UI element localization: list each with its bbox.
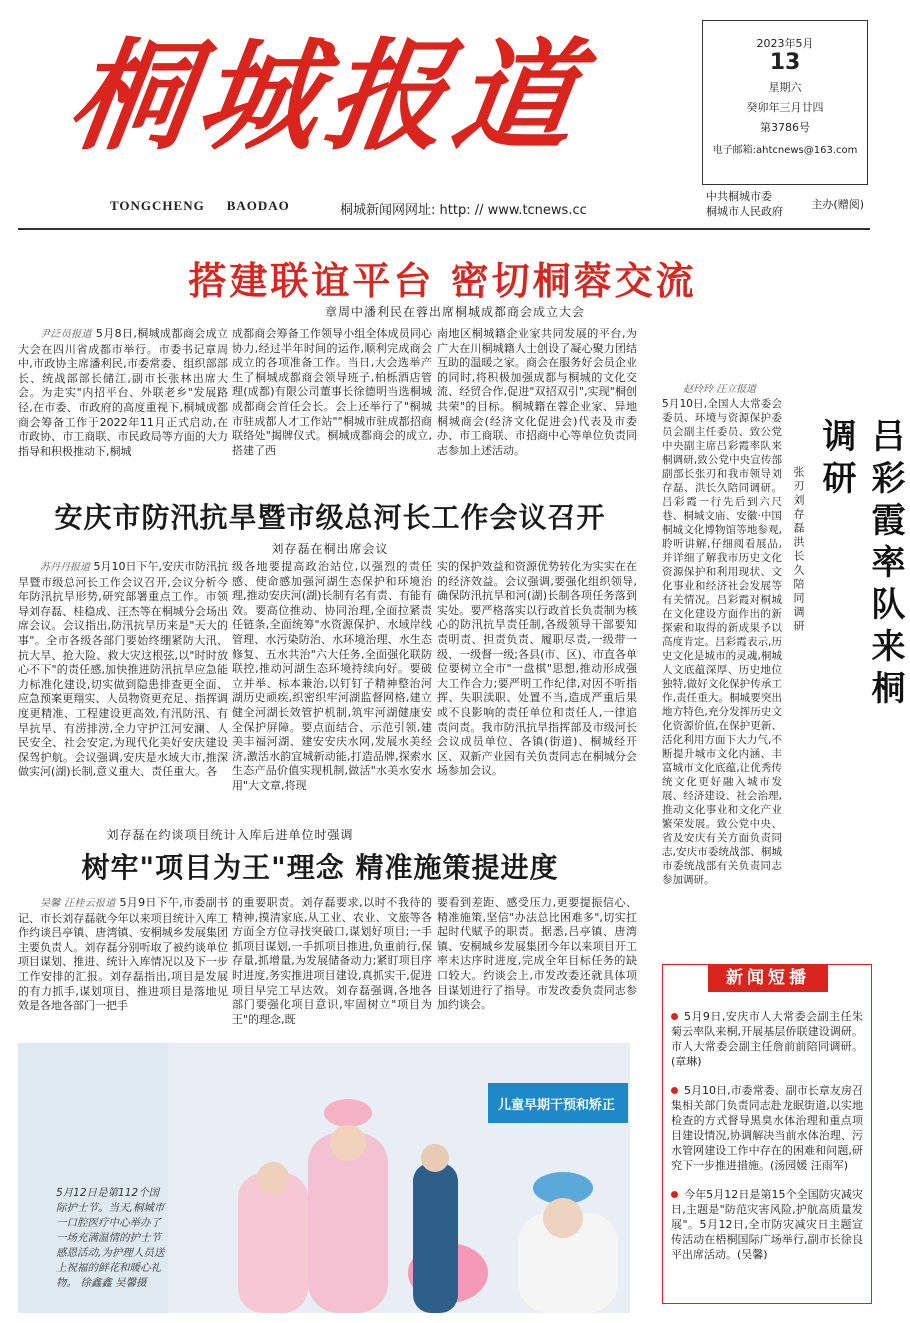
bullet-icon [671,1013,678,1020]
story4-subhead: 张刃刘存磊洪长久陪同调研 [792,466,805,634]
sponsor: 中共桐城市委 桐城市人民政府 主办(赠阅) [706,190,864,218]
story3-headline[interactable]: 树牢"项目为王"理念 精准施策提进度 [81,851,559,884]
story2-col3: 实的保护效益和资源优势转化为实实在在的经济效益。会议强调,要强化组织领导,确保防汛抗旱和河(湖)长制各项任务落到实处。要严格落实以行政首长负责制为核心的防汛抗旱责任制,各级领导干部要知责明责、担责负责、履职尽责,一级带一级、一级督一级;各县(市、区)、市直各单位要树立全市"一盘棋"思想,推动形成强大工作合力;要严明工作纪律,对因不听指挥、失职渎职、处置不当,造成严重后果或不良影响的责任单位和责任人,一律追责问责。我市防汛抗旱指挥部及市级河长会议成员单位、各镇(街道)、桐城经开区、双新产业园有关负责同志在桐城分会场参加会议。 [437,560,637,778]
bullet-icon [671,1191,678,1198]
story1-col1: 尹泛员报道 5月8日,桐城成都商会成立大会在四川省成都市举行。市委书记章周中,市政协主席潘利民,市委常委、组织部部长、统战部部长储江,副市长张林出席大会。为走实"内招平台、外联老乡"发展路径,在市委、市政府的高度重视下,桐城成都商会筹备工作于2022年11月正式启动,在市政协、市工商联、市民政局等方面的大力指导和积极推动下,桐城 [18,327,229,458]
news-photo[interactable] [18,1043,630,1313]
website-url[interactable]: 桐城新闻网网址: http: // www.tcnews.cc [340,203,587,218]
masthead-rule [18,228,870,230]
news-briefs-box [662,964,872,1304]
issue-email[interactable]: 电子邮箱:ahtcnews@163.com [712,145,858,156]
story3-col2: 的重要职责。刘存磊要求,以时不我待的精神,摸清家底,从工业、农业、文旅等各方面全方位寻找突破口,谋划好项目;一手抓项目谋划,一手抓项目推进,负重前行,保存量,抓增量,为发展储备动力;紧盯项目序时进度,务实推进项目建设,真抓实干,促进项目早完工早达效。刘存磊强调,各地各部门要强化项目意识,牢固树立"项目为王"的理念,既 [232,896,432,1026]
story2-col1: 苏丹丹报道 5月10日下午,安庆市防汛抗旱暨市级总河长工作会议召开,会议分析今年防汛抗旱形势,研究部署重点工作。市领导刘存磊、桂稳成、汪杰等在桐城分会场出席会议。会议指出,防汛抗旱历来是"天大的事"。全市各级各部门要始终绷紧防大汛、抗大旱、抢大险、救大灾这根弦,以"时时放心不下"的责任感,加快推进防汛抗旱应急能力标准化建设,切实做到隐患排查更全面、应急预案更翔实、人员物资更充足、指挥调度更精准、工程建设更高效,有汛防汛、有旱抗旱、有涝排涝,全力守护江河安澜、人民安全、社会安定,为现代化美好安庆建设保驾护航。会议强调,安庆是水域大市,推深做实河(湖)长制,意义重大、责任重大。各 [18,560,228,779]
masthead-title: 桐城报道 [60,26,593,167]
brief-item[interactable]: 5月10日,市委常委、副市长章友房召集相关部门负责同志赴龙眠街道,以实地检查的方式督导黑臭水体治理和重点项目建设情况,协调解决当前水体治理、污水管网建设工作中存在的困难和问题,研究下一步推进措施。(汤园媛 汪雨军) [671,1084,863,1172]
story3-col3: 要看到差距、感受压力,更要提振信心、精准施策,坚信"办法总比困难多",切实扛起时代赋予的职责。据悉,吕亭镇、唐湾镇、安桐城乡发展集团今年以来项目开工率未达序时进度,完成全年目标任务的缺口较大。约谈会上,市发改委还就具体项目谋划进行了指导。市发改委负责同志参加约谈会。 [437,896,637,1012]
story2-col2: 级各地要提高政治站位,以强烈的责任感、使命感加强河湖生态保护和环境治理,推动安庆河(湖)长制有名有责、有能有效。要高位推动、协同治理,全面拉紧责任链条,全面统筹"水资源保护、水域岸线管理、水污染防治、水环境治理、水生态修复、五水共治"六大任务,全面强化联防联控,推动河湖生态环境持续向好。要破立并举、标本兼治,以钉钉子精神整治河湖历史顽疾,织密织牢河湖监督网格,建立健全河湖长效管护机制,筑牢河湖健康安全保护屏障。要点面结合、示范引领,建美丰福河湖、建安安庆水网,发展水美经济,激活水韵宜城新动能,打造品牌,探索水生态产品价值实现机制,做活"水美水安水用"大文章,将现 [232,560,432,792]
story4-body: 赵玲玲 汪立报道 5月10日,全国人大常委会委员、环境与资源保护委员会副主任委员、致公党中央副主席吕彩霞率队来桐调研,致公党中央宣传部副部长张刃和我市领导刘存磊、洪长久陪同调研。吕彩霞一行先后到六尺巷、桐城文庙、安徽·中国桐城文化博物馆等地参观,聆听讲解,仔细阅看展品,并详细了解我市历史文化资源保护和利用现状、文化事业和经济社会发展等有关情况。吕彩霞对桐城在文化建设方面作出的新探索和取得的新成果予以高度肯定。吕彩霞表示,历史文化是城市的灵魂,桐城人文底蕴深厚、历史地位独特,做好文化保护传承工作,责任重大。桐城要突出地方特色,充分发挥历史文化资源价值,在保护更新、活化利用方面下大力气,不断提升城市文化内涵、丰富城市文化底蕴,让优秀传统文化更好融入城市发展、经济建设、社会治理,推动文化事业和文化产业繁荣发展。致公党中央、省及安庆有关方面负责同志,安庆市委统战部、桐城市委统战部有关负责同志参加调研。 [662,384,782,886]
issue-date: 2023年5月 [756,37,814,50]
story2-headline[interactable]: 安庆市防汛抗旱暨市级总河长工作会议召开 [54,501,606,534]
masthead-pinyin: TONGCHENG BAODAO [110,198,290,213]
story2-subhead: 刘存磊在桐出席会议 [271,542,389,556]
brief-item[interactable]: 今年5月12日是第15个全国防灾减灾日,主题是"防范灾害风险,护航高质量发展"。5月12日,全市防灾减灾日主题宣传活动在梧桐国际广场举行,副市长徐良平出席活动。(吴馨) [671,1188,863,1261]
story4-headline[interactable]: 吕彩霞率队来桐调研 [816,418,905,712]
story3-kicker: 刘存磊在约谈项目统计入库后进单位时强调 [106,828,354,842]
news-briefs-title: 新闻短播 [708,964,828,992]
brief-item[interactable]: 5月9日,安庆市人大常委会副主任朱菊云率队来桐,开展基层侨联建设调研。市人大常委会副主任詹前前陪同调研。(章琳) [671,1010,863,1068]
story1-col2: 成都商会筹备工作领导小组全体成员同心协力,经过半年时间的运作,顺利完成商会成立的各项准备工作。当日,大会选举产生了桐城成都商会领导班子,柏栎酒店管理(成都)有限公司董事长徐德明当选桐城成都商会首任会长。会上还举行了"桐城市驻成都人才工作站""桐城市驻成都招商联络处"揭牌仪式。桐城成都商会的成立,搭建了西 [232,327,432,457]
story1-col3: 南地区桐城籍企业家共同发展的平台,为广大在川桐城籍人士创设了凝心聚力团结互助的温暖之家。商会在服务好会员企业的同时,将积极加强成都与桐城的文化交流、经贸合作,促进"双招双引",实现"桐创共荣"的目标。桐城籍在蓉企业家、异地桐城商会(经济文化促进会)代表及市委办、市工商联、市招商中心等单位负责同志参加上述活动。 [437,327,637,457]
photo-banner: 儿童早期干预和矫正 [498,1098,616,1113]
issue-day: 13 [769,50,801,75]
issue-info-box [702,20,868,185]
photo-credit: 徐鑫鑫 吴馨摄 [80,1277,147,1289]
issue-number: 第3786号 [760,121,810,134]
story1-headline[interactable]: 搭建联谊平台 密切桐蓉交流 [188,258,697,303]
issue-lunar: 癸卯年三月廿四 [746,101,824,114]
story3-col1: 吴馨 汪桂云报道 5月9日下午,市委副书记、市长刘存磊就今年以来项目统计入库工作约谈吕亭镇、唐湾镇、安桐城乡发展集团主要负责人。刘存磊分别听取了被约谈单位项目谋划、推进、统计入库情况以及下一步工作安排的汇报。刘存磊指出,项目是发展的有力抓手,谋划项目、推进项目是落地见效是各地各部门一把手 [18,896,229,1013]
issue-weekday: 星期六 [768,81,802,94]
photo-caption: 5月12日是第112个国际护士节。当天,桐城市一口腔医疗中心举办了一场充满温情的护士节感恩活动,为护理人员送上祝福的鲜花和暖心礼物。 徐鑫鑫 吴馨摄 [56,1187,165,1289]
bullet-icon [671,1087,678,1094]
story1-subhead: 章周中潘利民在蓉出席桐城成都商会成立大会 [324,305,585,319]
